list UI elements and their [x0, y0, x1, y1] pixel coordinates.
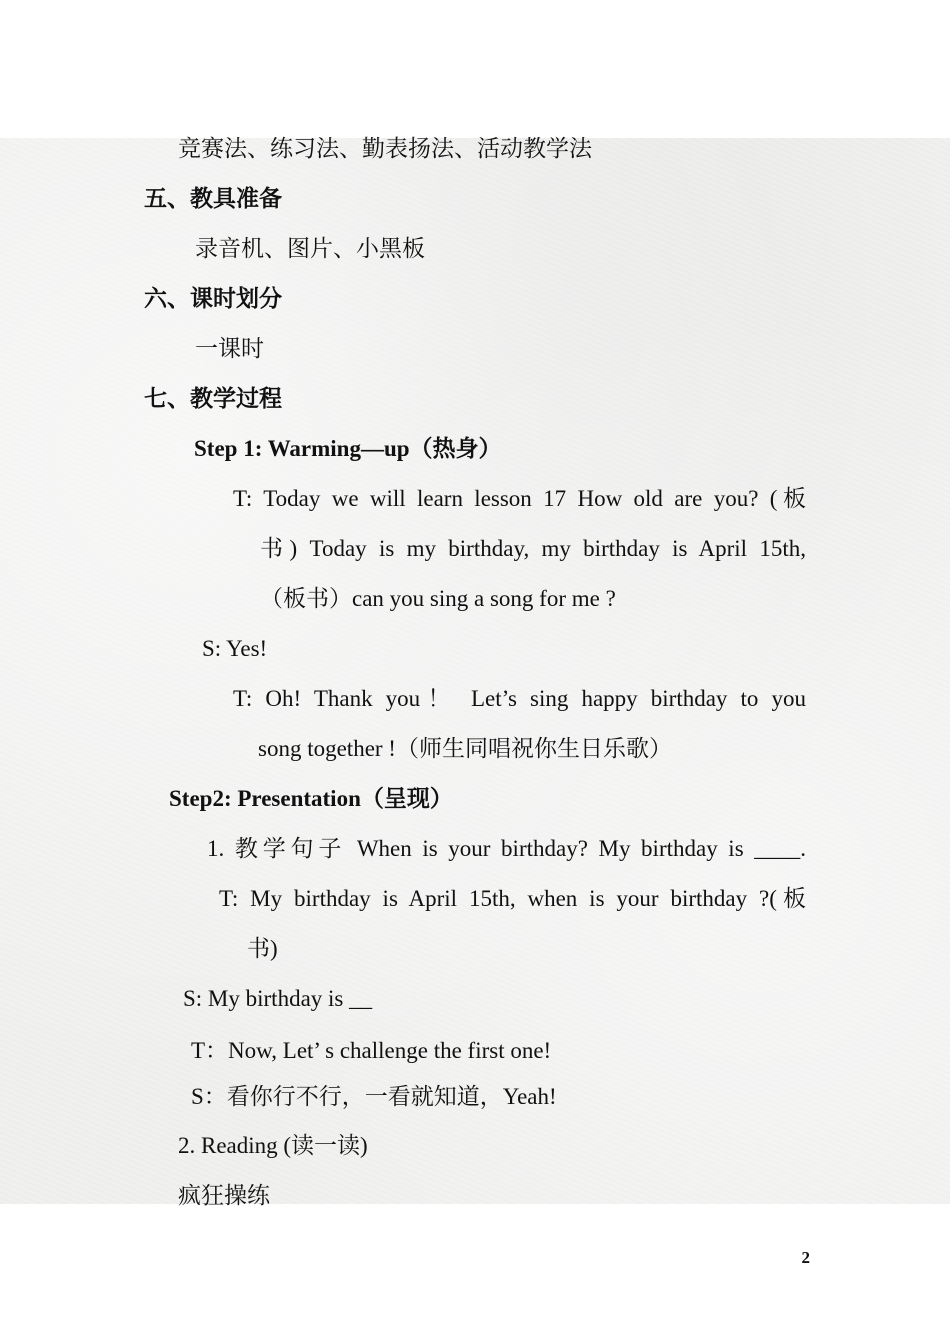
section-heading-teaching-process: 七、教学过程 [144, 386, 282, 411]
step1-teacher-line-5: song together !（师生同唱祝你生日乐歌） [258, 736, 672, 761]
step1-student-reply: S: Yes! [202, 636, 268, 661]
step2-item2-reading: 2. Reading (读一读) [178, 1133, 368, 1158]
step2-teacher-line-1: T: My birthday is April 15th, when is your birthday ?(板 [219, 886, 806, 911]
step1-heading: Step 1: Warming—up（热身） [194, 436, 502, 461]
step2-item1-sentence: 1. 教学句子 When is your birthday? My birthday is ____. [207, 836, 806, 861]
step2-student-chant: S：看你行不行，一看就知道，Yeah! [191, 1084, 557, 1109]
teaching-aids-text: 录音机、图片、小黑板 [195, 236, 425, 261]
class-hours-text: 一课时 [195, 336, 264, 361]
drill-text: 疯狂操练 [178, 1183, 270, 1208]
step1-teacher-line-4: T: Oh! Thank you！ Let’s sing happy birthday to you [233, 686, 806, 711]
step1-teacher-line-1: T: Today we will learn lesson 17 How old are you? (板 [233, 486, 806, 511]
step1-teacher-line-3: （板书）can you sing a song for me ? [260, 586, 616, 611]
step2-heading: Step2: Presentation（呈现） [169, 786, 453, 811]
step1-teacher-line-2: 书) Today is my birthday, my birthday is April 15th, [260, 536, 806, 561]
section-heading-teaching-aids: 五、教具准备 [144, 186, 282, 211]
teaching-methods-text: 竞赛法、练习法、勤表扬法、活动教学法 [178, 136, 592, 161]
step2-teacher-challenge: T：Now, Let’ s challenge the first one! [191, 1038, 552, 1063]
page-number: 2 [801, 1248, 810, 1267]
section-heading-class-hours: 六、课时划分 [144, 286, 282, 311]
step2-teacher-line-2: 书) [247, 936, 278, 961]
step2-student-line: S: My birthday is __ [183, 986, 373, 1011]
